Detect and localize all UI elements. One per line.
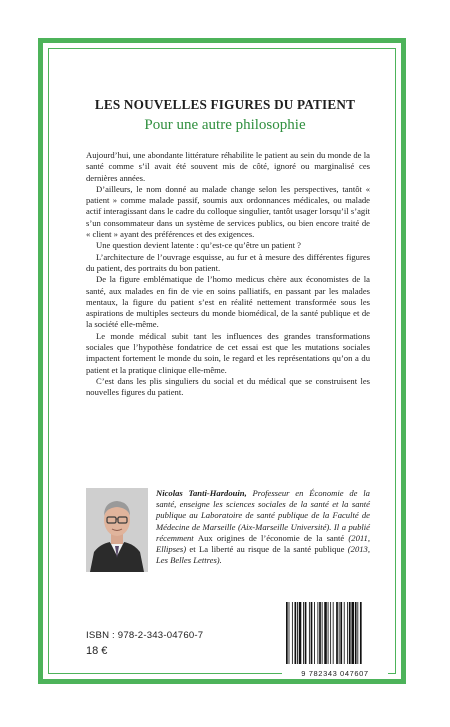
back-cover-blurb: [86, 150, 370, 399]
barcode-bar: [333, 602, 334, 664]
barcode-icon: [282, 600, 388, 668]
barcode-digits: 9 782343 047607: [301, 669, 369, 678]
barcode-bar: [292, 602, 293, 664]
blurb-paragraph: L’architecture de l’ouvrage esquisse, au fur et à mesure des différentes figures du patient, des portraits du bon patient.: [86, 251, 370, 273]
barcode-bar: [299, 602, 302, 664]
blurb-paragraph: Une question devient latente : qu’est-ce qu’être un patient ?: [96, 240, 301, 251]
book1-meta: (2011, Ellipses): [156, 532, 370, 555]
isbn: ISBN : 978-2-343-04760-7: [86, 630, 204, 641]
blurb-paragraph: D’ailleurs, le nom donné au malade change selon les perspectives, tantôt « patient » comme malade passif, soumis aux ordonnances médicales, ou malade actif interagissant dans le cadre du colloque singulier, tantôt usager lorsqu’il s’agit s’un consommateur dans un système de services publics, ou bien encore traité de « client » ayant des préférences et des exigences.: [86, 183, 370, 240]
price: 18 €: [86, 645, 108, 657]
conjunction: et: [189, 544, 196, 555]
barcode-bar: [303, 602, 304, 664]
barcode-bar: [289, 602, 290, 664]
book2-meta: (2013, Les Belles Lettres).: [156, 544, 370, 566]
book-title: LES NOUVELLES FIGURES DU PATIENT: [94, 97, 356, 112]
barcode-bar: [328, 602, 329, 664]
author-description: Professeur en Économie de la santé, enseigne les sciences sociales de la santé et la santé publique au Laboratoire de santé publique de la Faculté de Médecine de Marseille (Aix-Marseille Université). Il a publié récemment: [156, 488, 370, 543]
author-bio: [156, 488, 370, 566]
barcode-bar: [319, 602, 321, 664]
barcode-bar: [330, 602, 331, 664]
barcode-bar: [351, 602, 354, 664]
barcode-bar: [314, 602, 315, 664]
barcode-bar: [309, 602, 310, 664]
author-portrait-icon: [86, 488, 148, 572]
barcode-bar: [317, 602, 318, 664]
barcode-bar: [286, 602, 288, 664]
barcode-bar: [360, 602, 362, 664]
author-photo: [86, 488, 148, 572]
blurb-paragraph: Aujourd’hui, une abondante littérature réhabilite le patient au sein du monde de la santé comme s’il avait été souvent mis de côté, ignoré ou marginalisé ces dernières années.: [86, 150, 370, 183]
barcode-bar: [295, 602, 297, 664]
book-subtitle: Pour une autre philosophie: [144, 117, 306, 133]
barcode-bar: [347, 602, 348, 664]
blurb-paragraph: C’est dans les plis singuliers du social et du médical que se construisent les nouvelles figures du patient.: [86, 375, 370, 398]
barcode-bar: [297, 602, 298, 664]
barcode-bar: [322, 602, 323, 664]
blurb-paragraph: Le monde médical subit tant les influences des grandes transformations sociales que l’hypothèse fondatrice de cet essai est que les mutations sociales impactent fortement le monde du soin, le regard et les représentations qu’on a du patient et la pratique clinique elle-même.: [86, 330, 370, 375]
barcode: [282, 600, 388, 678]
barcode-bar: [324, 602, 327, 664]
barcode-bar: [344, 602, 345, 664]
barcode-bar: [311, 602, 313, 664]
barcode-bar: [336, 602, 338, 664]
barcode-bar: [340, 602, 342, 664]
blurb-paragraph: De la figure emblématique de l’homo medicus chère aux économistes de la santé, aux malades en fin de vie en soins palliatifs, en passant par les malades mentaux, la figure du patient s’est en réalité nettement transformée sous les aspirations de multiples secteurs du monde biomédical, de la santé publique et de la société elle-même.: [86, 274, 370, 330]
barcode-bar: [339, 602, 340, 664]
barcode-bar: [349, 602, 351, 664]
barcode-bar: [357, 602, 358, 664]
book1-title: Aux origines de l’économie de la santé: [197, 532, 345, 543]
barcode-bar: [305, 602, 307, 664]
author-name: Nicolas Tanti-Hardouin,: [156, 488, 247, 498]
book2-title: La liberté au risque de la santé publique: [195, 544, 345, 555]
barcode-bar: [355, 602, 357, 664]
